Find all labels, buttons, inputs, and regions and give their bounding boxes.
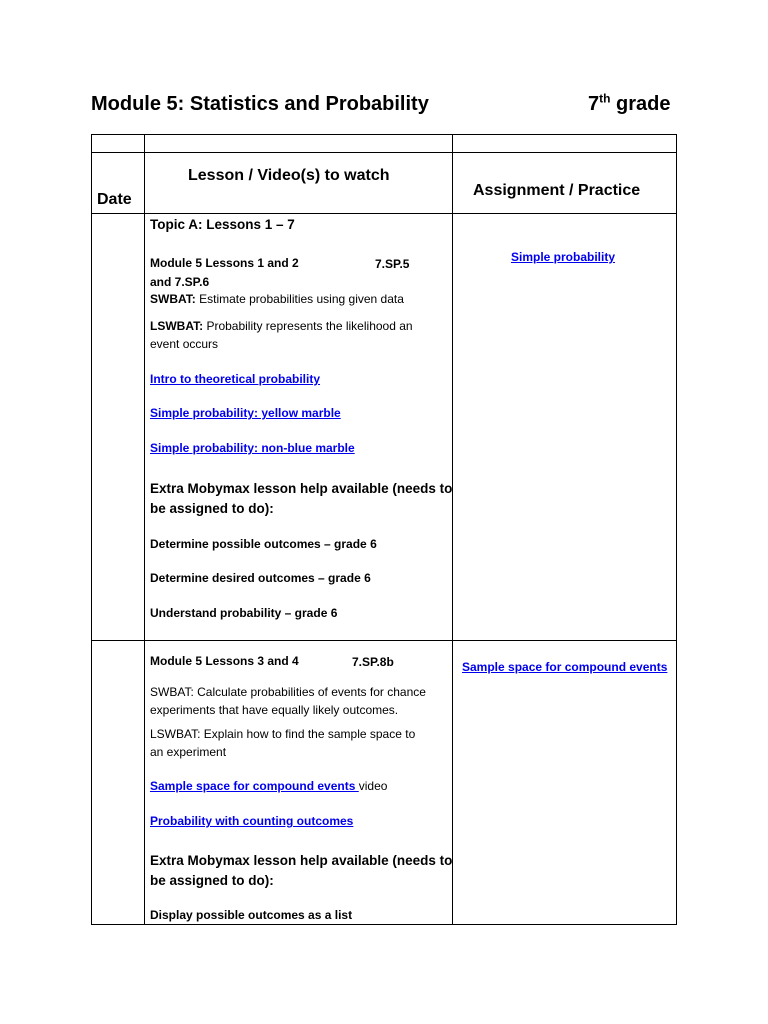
assignment-cell-row2 — [462, 658, 667, 676]
link-sample-space-compound-events[interactable]: Sample space for compound events — [150, 779, 359, 793]
lswbat-row1-line1 — [150, 317, 413, 335]
swbat-row1 — [150, 290, 404, 308]
swbat-text: Estimate probabilities using given data — [195, 292, 404, 306]
swbat-row2-line1: SWBAT: Calculate probabilities of events for chance — [150, 685, 426, 699]
swbat-label: SWBAT: — [150, 292, 196, 306]
table-border-right — [676, 134, 677, 925]
grade-word: grade — [616, 93, 671, 115]
link-row — [150, 777, 387, 795]
assignment-cell-row1 — [511, 248, 615, 266]
table-divider-2 — [452, 134, 453, 925]
assignment-link-simple-probability[interactable]: Simple probability — [511, 250, 616, 264]
link-row — [150, 812, 353, 830]
module-lessons-1-2: Module 5 Lessons 1 and 2 — [150, 256, 299, 270]
lswbat-row2-line1: LSWBAT: Explain how to find the sample space to — [150, 727, 416, 741]
mobymax-item: Determine desired outcomes – grade 6 — [150, 571, 371, 585]
mobymax-note-line1: Extra Mobymax lesson help available (needs to — [150, 853, 453, 868]
table-line-subheader — [91, 152, 677, 153]
module-lessons-3-4: Module 5 Lessons 3 and 4 — [150, 654, 299, 668]
mobymax-item: Understand probability – grade 6 — [150, 606, 338, 620]
standard-7sp8b: 7.SP.8b — [352, 655, 394, 669]
table-line-row1-bottom — [91, 640, 677, 641]
link-non-blue-marble[interactable]: Simple probability: non-blue marble — [150, 441, 355, 455]
lswbat-row2-line2: an experiment — [150, 745, 227, 759]
mobymax-item: Display possible outcomes as a list — [150, 908, 353, 922]
link-probability-counting-outcomes[interactable]: Probability with counting outcomes — [150, 814, 354, 828]
lswbat-row1-line2: event occurs — [150, 337, 219, 351]
table-divider-1 — [144, 134, 145, 925]
link-yellow-marble[interactable]: Simple probability: yellow marble — [150, 406, 341, 420]
column-header-date: Date — [97, 191, 132, 208]
topic-heading: Topic A: Lessons 1 – 7 — [150, 217, 295, 232]
table-border-left — [91, 134, 92, 925]
column-header-lesson: Lesson / Video(s) to watch — [188, 167, 390, 184]
video-suffix: video — [358, 779, 388, 793]
link-row — [150, 439, 355, 457]
module-standard-line2: and 7.SP.6 — [150, 275, 210, 289]
column-header-assignment: Assignment / Practice — [473, 182, 641, 199]
standard-7sp5: 7.SP.5 — [375, 257, 410, 271]
link-row — [150, 370, 320, 388]
mobymax-note-line2: be assigned to do): — [150, 501, 274, 516]
grade-suffix: th — [599, 91, 611, 106]
link-intro-theoretical-probability[interactable]: Intro to theoretical probability — [150, 372, 321, 386]
mobymax-note-line2: be assigned to do): — [150, 873, 274, 888]
assignment-link-sample-space[interactable]: Sample space for compound events — [462, 660, 668, 674]
table-line-header-bottom — [91, 213, 677, 214]
mobymax-note-line1: Extra Mobymax lesson help available (needs to — [150, 481, 453, 496]
page-title: Module 5: Statistics and Probability — [91, 93, 429, 115]
swbat-row2-line2: experiments that have equally likely outcomes. — [150, 703, 399, 717]
lswbat-text: Probability represents the likelihood an — [203, 319, 413, 333]
link-row — [150, 404, 341, 422]
grade-label — [588, 93, 670, 116]
table-border-bottom — [91, 924, 677, 925]
table-border-top — [91, 134, 677, 135]
mobymax-item: Determine possible outcomes – grade 6 — [150, 537, 377, 551]
lswbat-label: LSWBAT: — [150, 319, 204, 333]
grade-number: 7 — [588, 93, 600, 115]
